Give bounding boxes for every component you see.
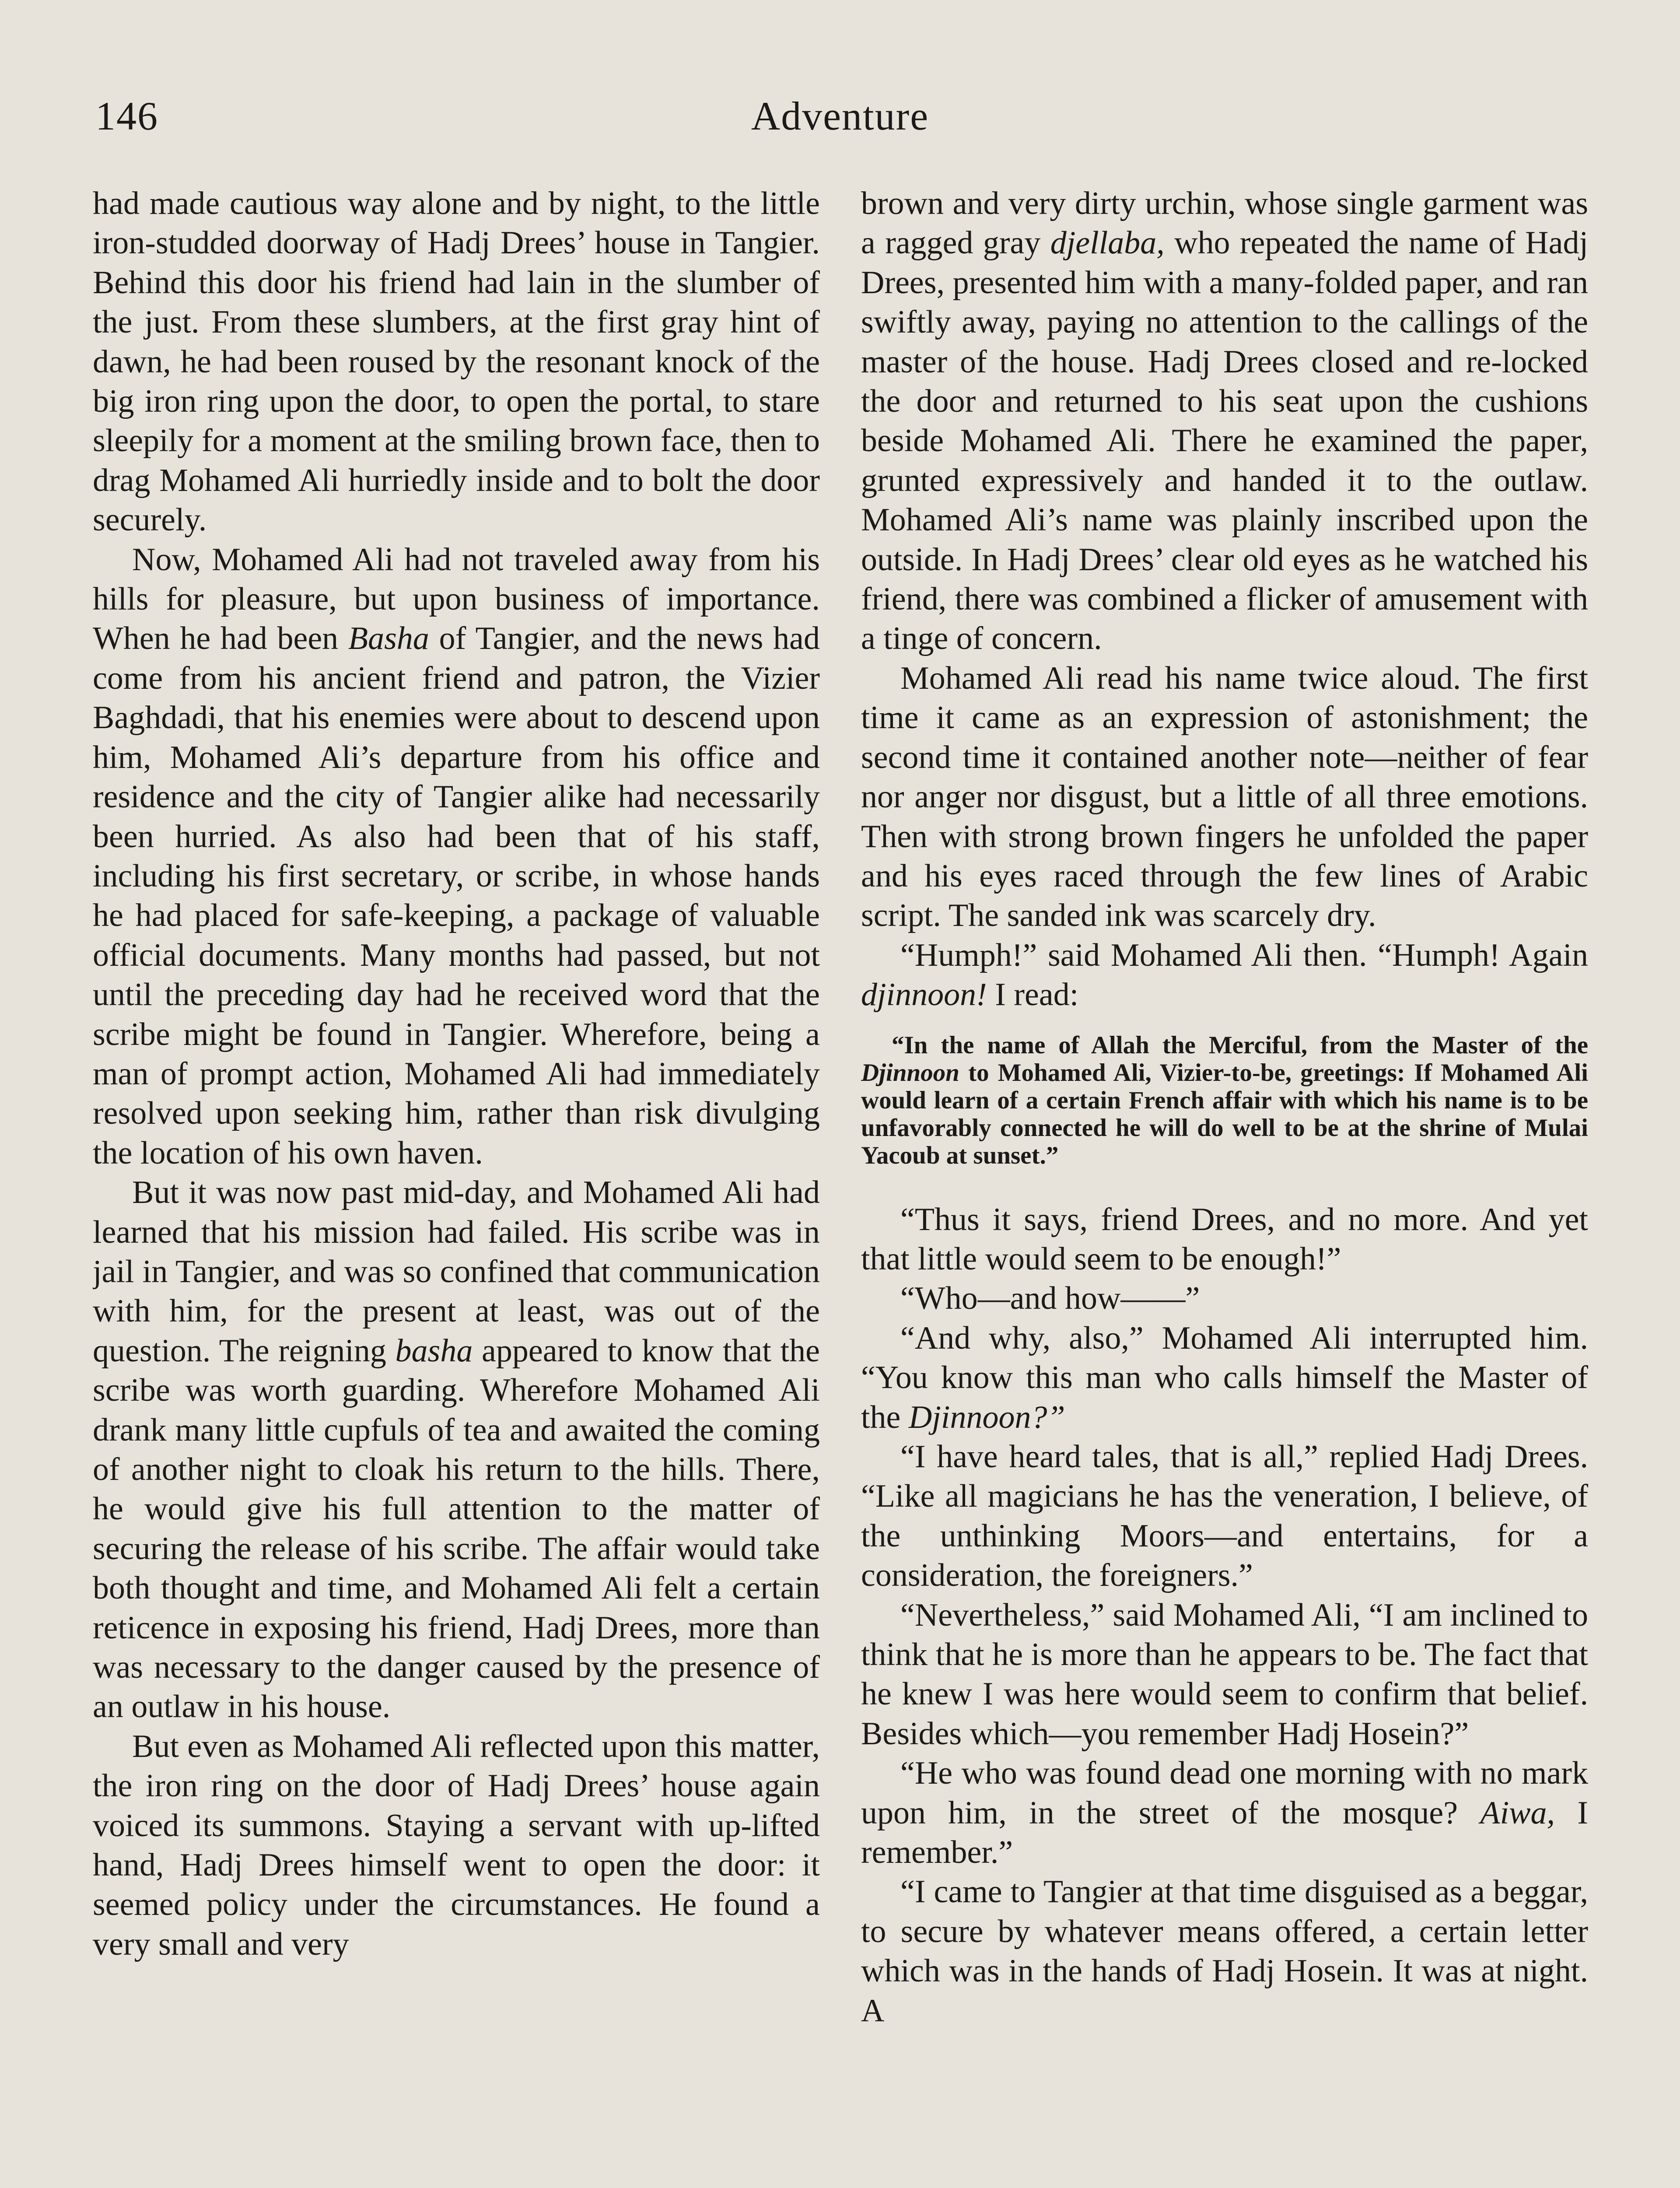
paragraph: Mohamed Ali read his name twice aloud. The first time it came as an expression of astonishment; the second time it contained another note—neither of fear nor anger nor disgust, but a little of all three emotions. Then with strong brown fingers he unfolded the paper and his eyes raced through the few lines of Arabic script. The sanded ink was scarcely dry. — [861, 660, 1588, 934]
paragraph: “Humph!” said Mohamed Ali then. “Humph! Again djinnoon! I read: — [861, 937, 1588, 1013]
paragraph: “He who was found dead one morning with no mark upon him, in the street of the mosque? Aiwa, I remember.” — [861, 1755, 1588, 1871]
running-title: Adventure — [751, 94, 929, 138]
italic-word: Djinnoon — [861, 1059, 959, 1087]
paragraph: “I have heard tales, that is all,” replied Hadj Drees. “Like all magicians he has the veneration, I believe, of the unthinking Moors—and entertains, for a consideration, the foreigners.” — [861, 1438, 1588, 1594]
paragraph: “Who—and how——” — [900, 1280, 1200, 1317]
paragraph: had made cautious way alone and by night, to the little iron-studded doorway of Hadj Drees’ house in Tangier. Behind this door his friend had lain in the slumber of the just. From these slumbers, at the first gray hint of dawn, he had been roused by the resonant knock of the big iron ring upon the door, to open the portal, to stare sleepily for a moment at the smiling brown face, then to drag Mohamed Ali hurriedly inside and to bolt the door securely. — [93, 186, 820, 538]
italic-word: djellaba, — [1050, 225, 1165, 261]
paragraph: But even as Mohamed Ali reflected upon this matter, the iron ring on the door of Hadj Drees’ house again voiced its summons. Staying a servant with up-lifted hand, Hadj Drees himself went to open the door: it seemed policy under the circumstances. He found a very small and very — [93, 1728, 820, 1962]
italic-word: Djinnoon?” — [908, 1399, 1065, 1435]
paragraph: Now, Mohamed Ali had not traveled away from his hills for pleasure, but upon business of importance. When he had been Basha of Tangier, and the news had come from his ancient friend and patron, the Vizier Baghdadi, that his enemies were about to descend upon him, Mohamed Ali’s departure from his office and residence and the city of Tangier alike had necessarily been hurried. As also had been that of his staff, including his first secretary, or scribe, in whose hands he had placed for safe-keeping, a package of valuable official documents. Many months had passed, but not until the preceding day had he received word that the scribe might be found in Tangier. Wherefore, being a man of prompt action, Mohamed Ali had immediately resolved upon seeking him, rather than risk divulging the location of his own haven. — [93, 541, 820, 1171]
paragraph: “I came to Tangier at that time disguised as a beggar, to secure by whatever means offered, a certain letter which was in the hands of Hadj Hosein. It was at night. A — [861, 1874, 1588, 2029]
right-column — [861, 184, 1588, 2188]
paragraph: “Nevertheless,” said Mohamed Ali, “I am inclined to think that he is more than he appears to be. The fact that he knew I was here would seem to confirm that belief. Besides which—you remember Hadj Hosein?” — [861, 1597, 1588, 1752]
paragraph: But it was now past mid-day, and Mohamed Ali had learned that his mission had failed. His scribe was in jail in Tangier, and was so confined that communication with him, for the present at least, was out of the question. The reigning basha appeared to know that the scribe was worth guarding. Wherefore Mohamed Ali drank many little cupfuls of tea and awaited the coming of another night to cloak his return to the hills. There, he would give his full attention to the matter of securing the release of his scribe. The affair would take both thought and time, and Mohamed Ali felt a certain reticence in exposing his friend, Hadj Drees, more than was necessary to the danger caused by the presence of an outlaw in his house. — [93, 1175, 820, 1725]
letter-text: “In the name of Allah the Merciful, from the Master of the Djinnoon to Mohamed Ali, Vizier-to-be, greetings: If Mohamed Ali would learn of a certain French affair with which his name is to be unfavorably connected he will do well to be at the shrine of Mulai Yacoub at sunset.” — [861, 1031, 1588, 1169]
page-header — [0, 83, 1680, 149]
italic-word: djinnoon! — [861, 977, 987, 1013]
paragraph: brown and very dirty urchin, whose single garment was a ragged gray djellaba, who repeated the name of Hadj Drees, presented him with a many-folded paper, and ran swiftly away, paying no attention to the callings of the master of the house. Hadj Drees closed and re-locked the door and returned to his seat upon the cushions beside Mohamed Ali. There he examined the paper, grunted expressively and handed it to the outlaw. Mohamed Ali’s name was plainly inscribed upon the outside. In Hadj Drees’ clear old eyes as he watched his friend, there was combined a flicker of amusement with a tinge of concern. — [861, 186, 1588, 657]
paragraph: “Thus it says, friend Drees, and no more. And yet that little would seem to be enough!” — [861, 1201, 1588, 1277]
italic-word: Aiwa, — [1480, 1795, 1555, 1831]
italic-word: basha — [395, 1332, 473, 1369]
quoted-letter — [861, 1031, 1588, 1169]
paragraph: “And why, also,” Mohamed Ali interrupted him. “You know this man who calls himself the Master of the Djinnoon?” — [861, 1320, 1588, 1435]
italic-word: Basha — [348, 621, 429, 657]
left-column — [93, 184, 820, 2188]
page-number: 146 — [95, 94, 158, 138]
